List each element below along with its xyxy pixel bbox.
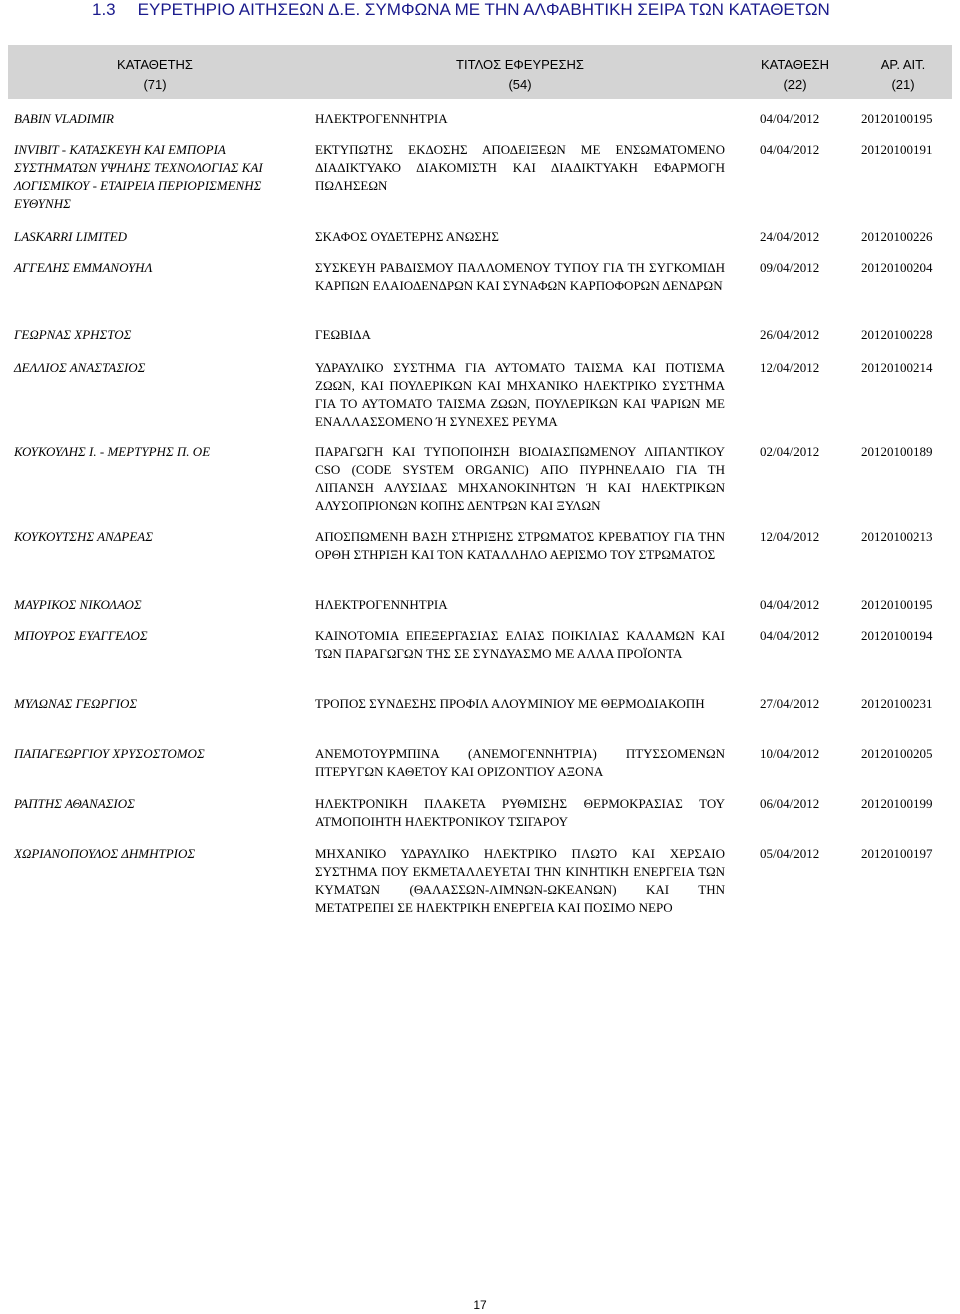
table-row-title: ΕΚΤΥΠΩΤΗΣ ΕΚΔΟΣΗΣ ΑΠΟΔΕΙΞΕΩΝ ΜΕ ΕΝΣΩΜΑΤΟΜΕΝΟ ΔΙΑΔΙΚΤΥΑΚΟ ΔΙΑΚΟΜΙΣΤΗ ΚΑΙ ΔΙΑΔΙΚΤΥΑΚΗ ΕΦΑΡΜΟΓΗ ΠΩΛΗΣΕΩΝ [315,142,725,193]
table-row-title: ΗΛΕΚΤΡΟΝΙΚΗ ΠΛΑΚΕΤΑ ΡΥΘΜΙΣΗΣ ΘΕΡΜΟΚΡΑΣΙΑΣ ΤΟΥ ΑΤΜΟΠΟΙΗΤΗ ΗΛΕΚΤΡΟΝΙΚΟΥ ΤΣΙΓΑΡΟΥ [315,796,725,829]
table-row-inventor: ΧΩΡΙΑΝΟΠΟΥΛΟΣ ΔΗΜΗΤΡΙΟΣ [14,846,196,861]
table-row-inventor: ΜΑΥΡΙΚΟΣ ΝΙΚΟΛΑΟΣ [14,597,142,612]
table-row-app-number: 20120100204 [861,260,933,275]
table-row-title: ΓΕΩΒΙΔΑ [315,327,371,342]
column-header-title: ΤΙΤΛΟΣ ΕΦΕΥΡΕΣΗΣ (54) [456,57,584,92]
table-row-date: 06/04/2012 [760,796,820,811]
table-row-title: ΜΗΧΑΝΙΚΟ ΥΔΡΑΥΛΙΚΟ ΗΛΕΚΤΡΙΚΟ ΠΛΩΤΟ ΚΑΙ ΧΕΡΣΑΙΟ ΣΥΣΤΗΜΑ ΠΟΥ ΕΚΜΕΤΑΛΛΕΥΕΤΑΙ ΤΗΝ ΚΙΝΗΤΙΚΗ ΕΝΕΡΓΕΙΑ ΤΩΝ ΚΥΜΑΤΩΝ (ΘΑΛΑΣΣΩΝ-ΛΙΜΝΩΝ-ΩΚΕΑΝΩΝ) ΚΑΙ ΤΗΝ ΜΕΤΑΤΡΕΠΕΙ ΣΕ ΗΛΕΚΤΡΙΚΗ ΕΝΕΡΓΕΙΑ ΚΑΙ ΠΟΣΙΜΟ ΝΕΡΟ [315,846,725,915]
table-row-app-number: 20120100214 [861,360,933,375]
section-number: 1.3 [92,0,116,19]
table-row-date: 10/04/2012 [760,746,820,761]
table-row-app-number: 20120100197 [861,846,933,861]
column-header-filing-date: ΚΑΤΑΘΕΣΗ (22) [761,57,829,92]
table-row-inventor: ΠΑΠΑΓΕΩΡΓΙΟΥ ΧΡΥΣΟΣΤΟΜΟΣ [14,746,205,761]
table-row-app-number: 20120100199 [861,796,933,811]
page-number: 17 [473,1298,487,1312]
table-row-title: ΥΔΡΑΥΛΙΚΟ ΣΥΣΤΗΜΑ ΓΙΑ ΑΥΤΟΜΑΤΟ ΤΑΙΣΜΑ ΚΑΙ ΠΟΤΙΣΜΑ ΖΩΩΝ, ΚΑΙ ΠΟΥΛΕΡΙΚΩΝ ΚΑΙ ΜΗΧΑΝΙΚΟ ΗΛΕΚΤΡΙΚΟ ΣΥΣΤΗΜΑ ΓΙΑ ΤΟ ΑΥΤΟΜΑΤΟ ΤΑΙΣΜΑ ΖΩΩΝ, ΠΟΥΛΕΡΙΚΩΝ ΚΑΙ ΨΑΡΙΩΝ ΜΕ ΕΝΑΛΛΑΣΣΟΜΕΝΟ Ή ΣΥΝΕΧΕΣ ΡΕΥΜΑ [315,360,725,429]
table-row-date: 04/04/2012 [760,142,820,157]
table-row-title: ΑΝΕΜΟΤΟΥΡΜΠΙΝΑ (ΑΝΕΜΟΓΕΝΝΗΤΡΙΑ) ΠΤΥΣΣΟΜΕΝΩΝ ΠΤΕΡΥΓΩΝ ΚΑΘΕΤΟΥ ΚΑΙ ΟΡΙΖΟΝΤΙΟΥ ΑΞΟΝΑ [315,746,725,779]
table-row-title: ΠΑΡΑΓΩΓΗ ΚΑΙ ΤΥΠΟΠΟΙΗΣΗ ΒΙΟΔΙΑΣΠΩΜΕΝΟΥ ΛΙΠΑΝΤΙΚΟΥ CSO (CODE SYSTEM ORGANIC) ΑΠΟ ΠΥΡΗΝΕΛΑΙΟ ΓΙΑ ΤΗ ΛΙΠΑΝΣΗ ΑΛΥΣΙΔΑΣ ΜΗΧΑΝΟΚΙΝΗΤΩΝ Ή ΚΑΙ ΗΛΕΚΤΡΙΚΩΝ ΑΛΥΣΟΠΡΙΟΝΩΝ ΚΟΠΗΣ ΔΕΝΤΡΩΝ ΚΑΙ ΞΥΛΩΝ [315,444,725,513]
table-row-inventor: ΜΠΟΥΡΟΣ ΕΥΑΓΓΕΛΟΣ [14,628,148,643]
table-row-app-number: 20120100195 [861,597,933,612]
table-row-date: 12/04/2012 [760,360,820,375]
table-row-inventor: INVIBIT - ΚΑΤΑΣΚΕΥΗ ΚΑΙ ΕΜΠΟΡΙΑ ΣΥΣΤΗΜΑΤΩΝ ΥΨΗΛΗΣ ΤΕΧΝΟΛΟΓΙΑΣ ΚΑΙ ΛΟΓΙΣΜΙΚΟΥ - ΕΤΑΙΡΕΙΑ ΠΕΡΙΟΡΙΣΜΕΝΗΣ ΕΥΘΥΝΗΣ [14,142,263,211]
column-header-application-number: ΑΡ. ΑΙΤ. (21) [880,57,926,92]
table-row-inventor: ΚΟΥΚΟΥΤΣΗΣ ΑΝΔΡΕΑΣ [14,529,153,544]
table-row-inventor: ΡΑΠΤΗΣ ΑΘΑΝΑΣΙΟΣ [14,796,135,811]
table-row-app-number: 20120100226 [861,229,933,244]
table-row-app-number: 20120100191 [861,142,933,157]
table-row-inventor: ΑΓΓΕΛΗΣ ΕΜΜΑΝΟΥΗΛ [14,260,153,275]
table-row-title: ΑΠΟΣΠΩΜΕΝΗ ΒΑΣΗ ΣΤΗΡΙΞΗΣ ΣΤΡΩΜΑΤΟΣ ΚΡΕΒΑΤΙΟΥ ΓΙΑ ΤΗΝ ΟΡΘΗ ΣΤΗΡΙΞΗ ΚΑΙ ΤΟΝ ΚΑΤΑΛΛΗΛΟ ΑΕΡΙΣΜΟ ΤΟΥ ΣΤΡΩΜΑΤΟΣ [315,529,725,562]
table-row-date: 04/04/2012 [760,597,820,612]
table-row-app-number: 20120100189 [861,444,933,459]
table-row-date: 24/04/2012 [760,229,820,244]
table-row-inventor: LASKARRI LIMITED [14,229,128,244]
table-row-date: 05/04/2012 [760,846,820,861]
table-row-date: 27/04/2012 [760,696,820,711]
table-row-date: 04/04/2012 [760,628,820,643]
table-row-date: 26/04/2012 [760,327,820,342]
table-row-app-number: 20120100231 [861,696,933,711]
table-row-title: ΗΛΕΚΤΡΟΓΕΝΝΗΤΡΙΑ [315,597,448,612]
section-title: ΕΥΡΕΤΗΡΙΟ ΑΙΤΗΣΕΩΝ Δ.Ε. ΣΥΜΦΩΝΑ ΜΕ ΤΗΝ ΑΛΦΑΒΗΤΙΚΗ ΣΕΙΡΑ ΤΩΝ ΚΑΤΑΘΕΤΩΝ [137,0,830,19]
table-row-inventor: ΓΕΩΡΝΑΣ ΧΡΗΣΤΟΣ [14,327,132,342]
table-row-app-number: 20120100213 [861,529,933,544]
table-row-inventor: ΔΕΛΛΙΟΣ ΑΝΑΣΤΑΣΙΟΣ [14,360,146,375]
table-row-date: 12/04/2012 [760,529,820,544]
table-row-app-number: 20120100195 [861,111,933,126]
table-row-title: ΣΚΑΦΟΣ ΟΥΔΕΤΕΡΗΣ ΑΝΩΣΗΣ [315,229,499,244]
table-row-app-number: 20120100228 [861,327,933,342]
table-row-inventor: ΚΟΥΚΟΥΛΗΣ Ι. - ΜΕΡΤΥΡΗΣ Π. ΟΕ [14,444,211,459]
table-row-title: ΗΛΕΚΤΡΟΓΕΝΝΗΤΡΙΑ [315,111,448,126]
section-heading [92,0,830,20]
table-row-inventor: ΜΥΛΩΝΑΣ ΓΕΩΡΓΙΟΣ [14,696,138,711]
table-row-title: ΣΥΣΚΕΥΗ ΡΑΒΔΙΣΜΟΥ ΠΑΛΛΟΜΕΝΟΥ ΤΥΠΟΥ ΓΙΑ ΤΗ ΣΥΓΚΟΜΙΔΗ ΚΑΡΠΩΝ ΕΛΑΙΟΔΕΝΔΡΩΝ ΚΑΙ ΣΥΝΑΦΩΝ ΚΑΡΠΟΦΟΡΩΝ ΔΕΝΔΡΩΝ [315,260,725,293]
table-row-app-number: 20120100205 [861,746,933,761]
column-header-inventor: ΚΑΤΑΘΕΤΗΣ (71) [117,57,193,92]
table-row-date: 04/04/2012 [760,111,820,126]
table-row-app-number: 20120100194 [861,628,933,643]
table-row-title: ΚΑΙΝΟΤΟΜΙΑ ΕΠΕΞΕΡΓΑΣΙΑΣ ΕΛΙΑΣ ΠΟΙΚΙΛΙΑΣ ΚΑΛΑΜΩΝ ΚΑΙ ΤΩΝ ΠΑΡΑΓΩΓΩΝ ΤΗΣ ΣΕ ΣΥΝΔΥΑΣΜΟ ΜΕ ΑΛΛΑ ΠΡΟΪΟΝΤΑ [315,628,725,661]
table-row-title: ΤΡΟΠΟΣ ΣΥΝΔΕΣΗΣ ΠΡΟΦΙΛ ΑΛΟΥΜΙΝΙΟΥ ΜΕ ΘΕΡΜΟΔΙΑΚΟΠΗ [315,696,705,711]
table-row-inventor: BABIN VLADIMIR [14,111,115,126]
table-row-date: 09/04/2012 [760,260,820,275]
table-row-date: 02/04/2012 [760,444,820,459]
